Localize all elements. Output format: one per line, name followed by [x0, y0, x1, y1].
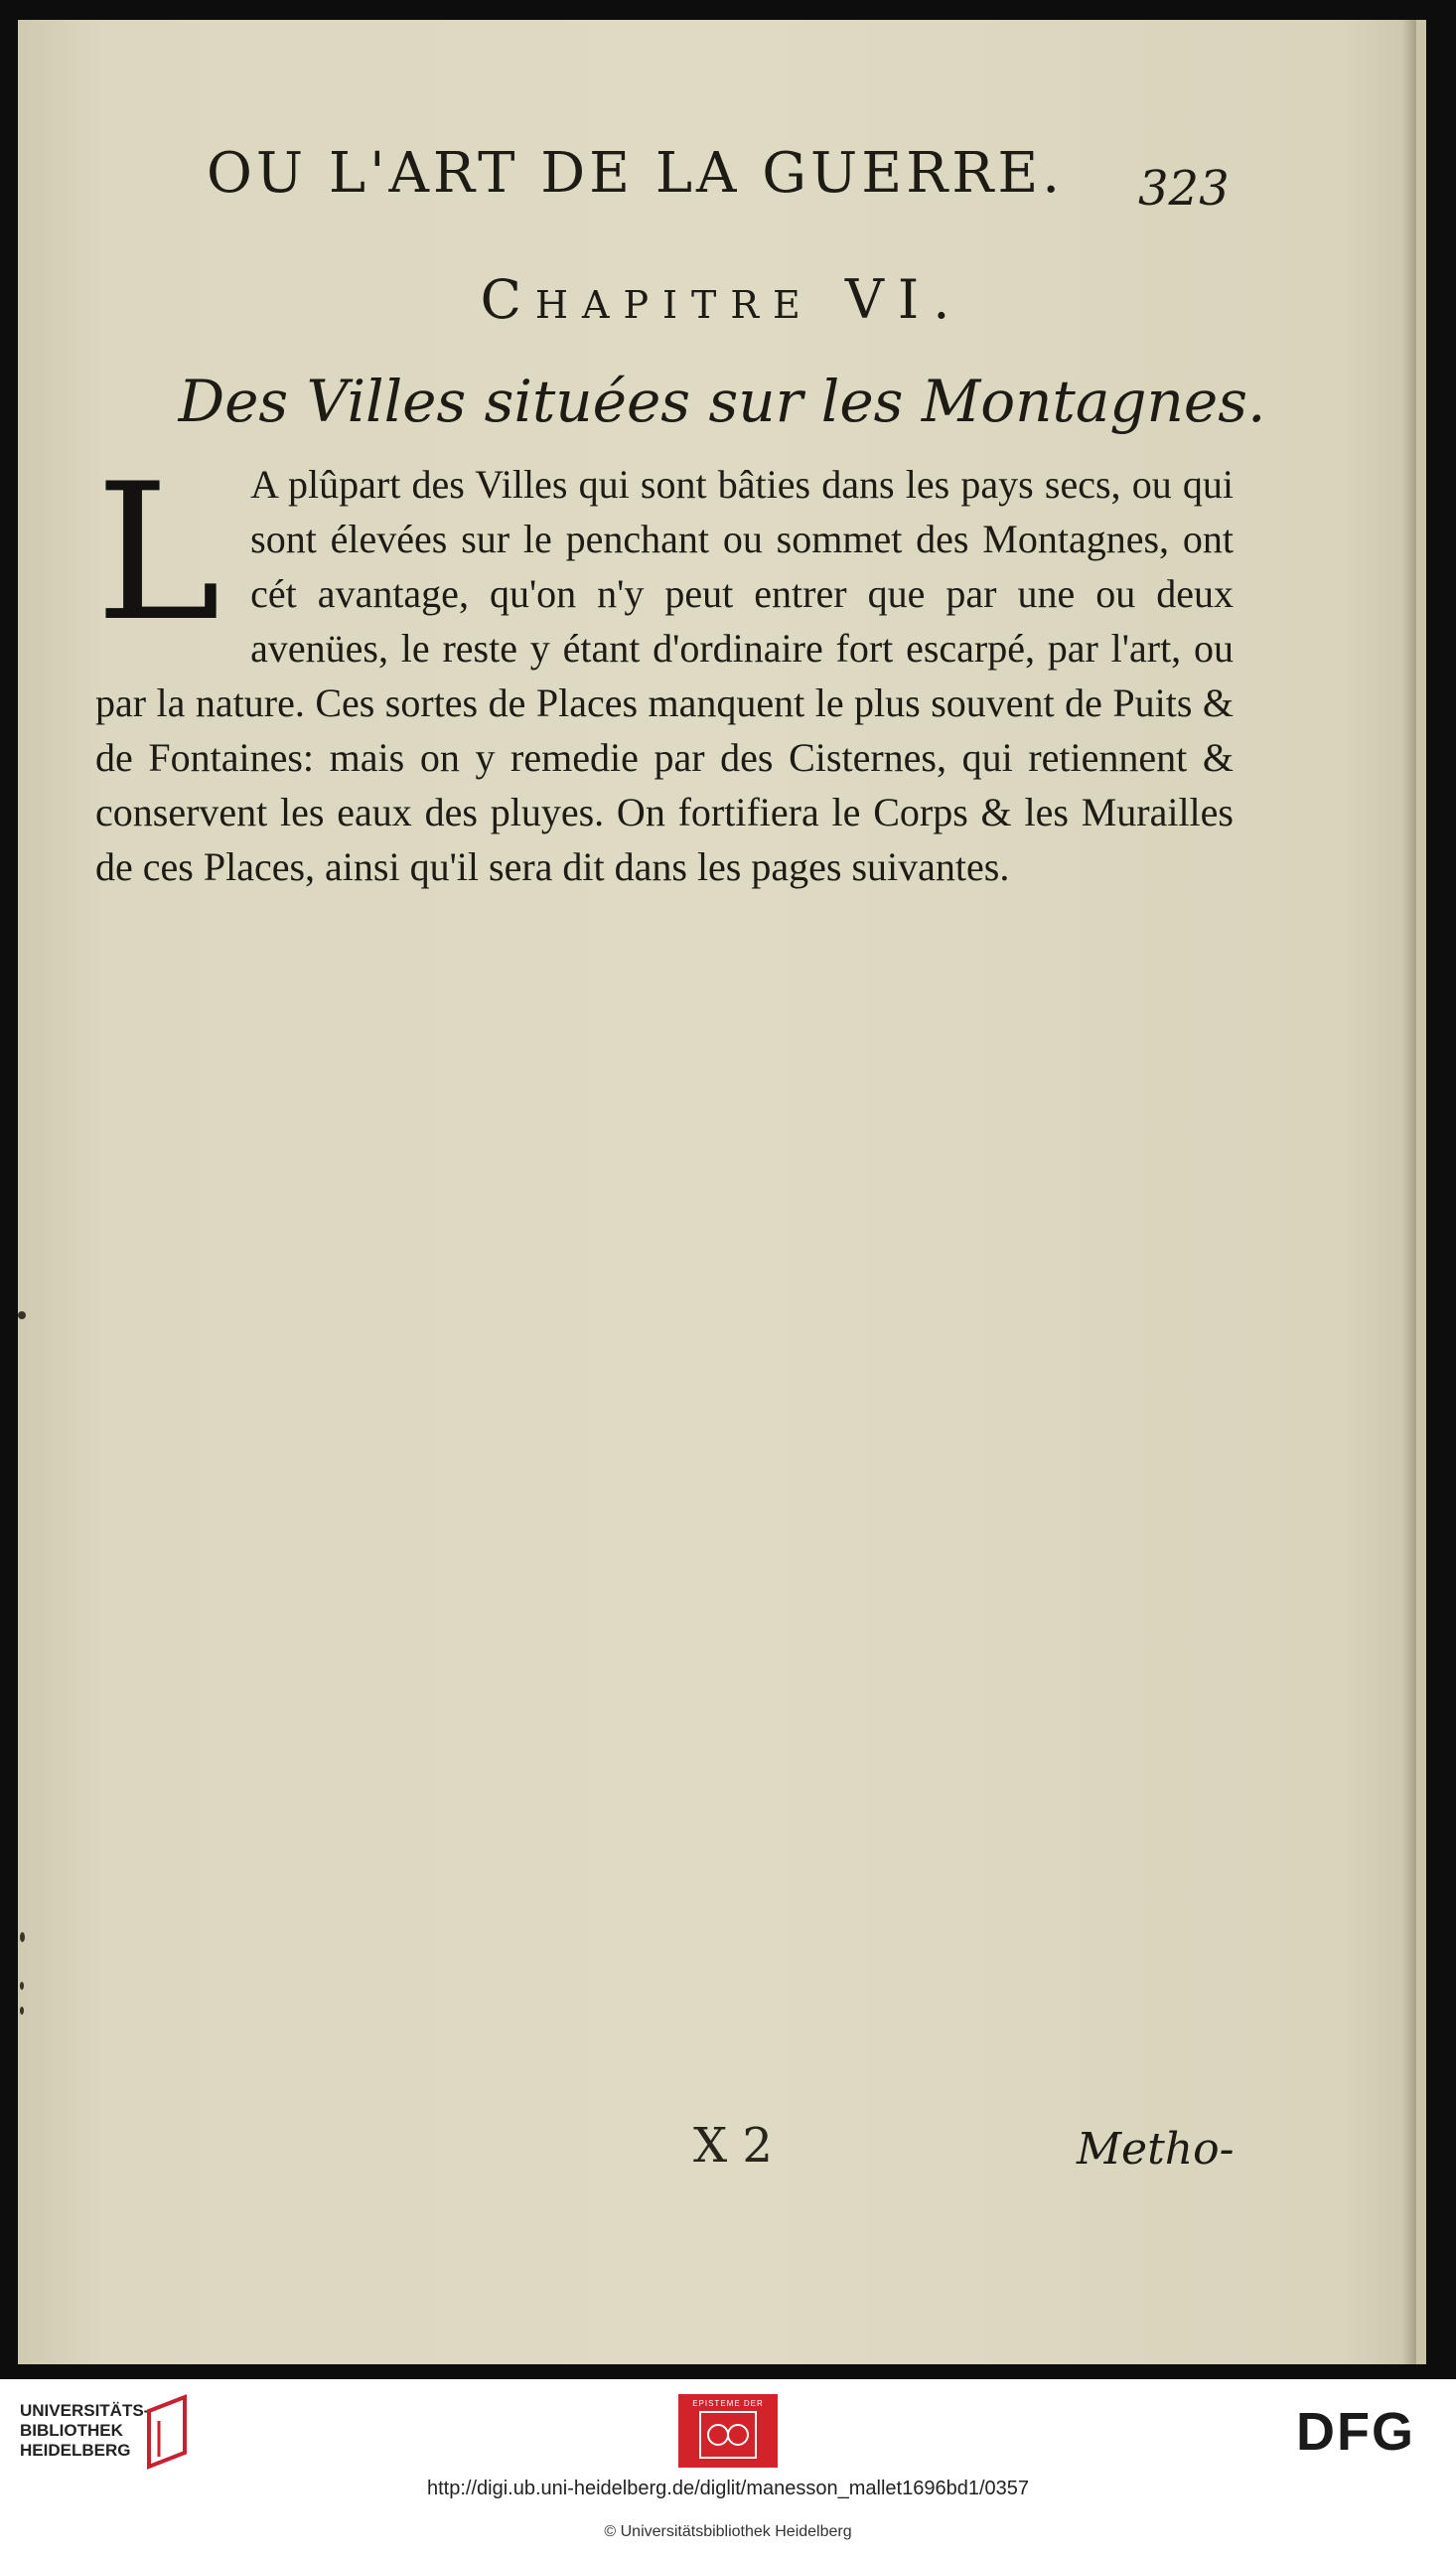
- chapter-subtitle: Des Villes situées sur les Montagnes.: [178, 368, 1266, 435]
- paper-speck: [20, 2007, 24, 2015]
- paper-speck: [20, 1982, 24, 1990]
- copyright-notice: © Universitätsbibliothek Heidelberg: [604, 2523, 852, 2540]
- book-page: [18, 20, 1426, 2364]
- library-name-line2: BIBLIOTHEK: [20, 2421, 123, 2440]
- episteme-logo-text: EPISTEME DER: [692, 2399, 764, 2408]
- page-number: 323: [1138, 161, 1230, 217]
- running-head: OU L'ART DE LA GUERRE.: [207, 141, 1065, 206]
- chapter-heading: Chapitre VI.: [480, 268, 964, 331]
- library-name-line3: HEIDELBERG: [20, 2441, 131, 2460]
- dfg-logo[interactable]: [1296, 2402, 1435, 2458]
- signature-mark: X 2: [693, 2118, 773, 2174]
- drop-cap: L: [95, 443, 221, 663]
- dfg-logo-text: DFG: [1296, 2402, 1415, 2458]
- episteme-emblem-icon: [678, 2394, 778, 2468]
- library-emblem-icon: [127, 2391, 207, 2471]
- catchword: Metho-: [1077, 2124, 1235, 2175]
- paper-speck: [20, 1932, 25, 1942]
- permalink-url[interactable]: http://digi.ub.uni-heidelberg.de/diglit/manesson_mallet1696bd1/0357: [427, 2478, 1029, 2499]
- episteme-logo[interactable]: [678, 2394, 778, 2468]
- body-text: A plûpart des Villes qui sont bâties dans les pays secs, ou qui sont élevées sur le penchant ou sommet des Montagnes, ont cét avantage, qu'on n'y peut entrer que par une ou deux avenües, le reste y étant d'ordinaire fort escarpé, par l'art, ou par la nature. Ces sortes de Places manquent le plus souvent de Puits & de Fontaines: mais on y remedie par des Cisternes, qui retiennent & conservent les eaux des pluyes. On fortifiera le Corps & les Murailles de ces Places, ainsi qu'il sera dit dans les pages suivantes.: [95, 462, 1234, 889]
- body-paragraph: [95, 443, 1234, 894]
- paper-speck: [18, 1311, 26, 1319]
- library-name-line1: UNIVERSITÄTS-: [20, 2401, 150, 2420]
